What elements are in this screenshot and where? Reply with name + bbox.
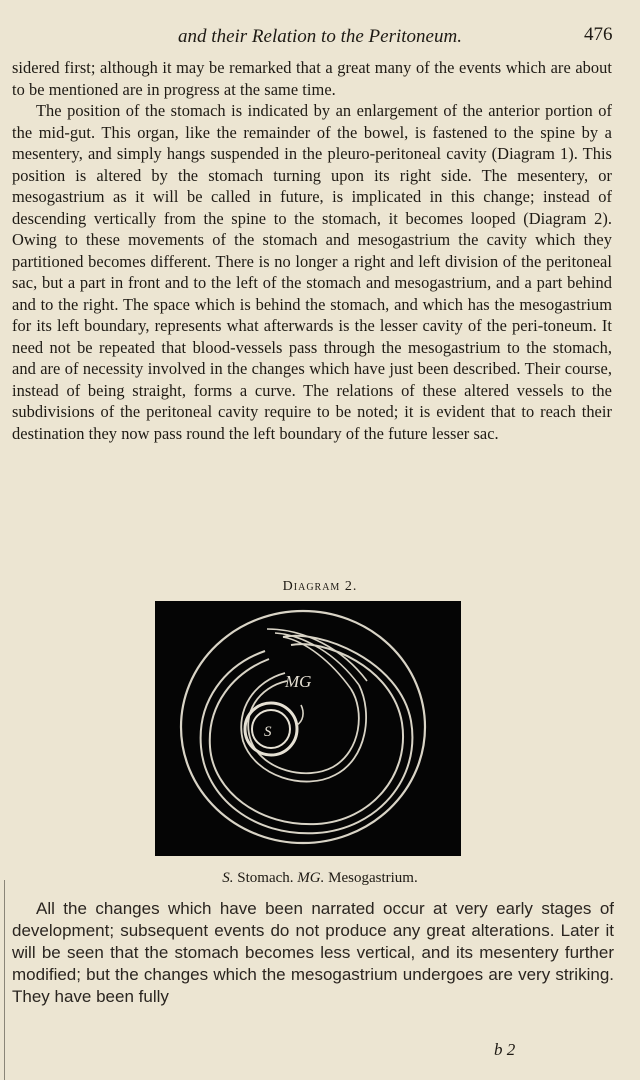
- page-edge-line: [4, 880, 5, 1080]
- caption-mg-symbol: MG.: [297, 870, 325, 886]
- s-label: S: [264, 724, 272, 740]
- continuation-text: [12, 898, 614, 1008]
- paragraph: sidered first; although it may be remarked that a great many of the events which are about to be mentioned are in progress at the same time.: [12, 58, 612, 99]
- diagram-figure: [155, 601, 461, 856]
- diagram-illustration: [155, 601, 461, 856]
- page-number: 476: [584, 24, 613, 45]
- caption-s-symbol: S.: [222, 870, 234, 886]
- figure-caption: [0, 870, 640, 887]
- paragraph: The position of the stomach is indicated by an enlargement of the anterior portion of the mid-gut. This organ, like the remainder of the bowel, is fastened to the spine by a mesentery, and simply hangs suspended in the pleuro-peritoneal cavity (Diagram 1). This position is altered by the stomach turning upon its right side. The mesentery, or mesogastrium as it will be called in future, is implicated in this change; instead of descending vertically from the spine to the stomach, it becomes looped (Diagram 2). Owing to these movements of the stomach and mesogastrium the cavity which they partitioned becomes different. There is no longer a right and left division of the peritoneal sac, but a part in front and to the left of the stomach and mesogastrium, and a part behind and to the right. The space which is behind the stomach, and which has the mesogastrium for its left boundary, represents what afterwards is the lesser cavity of the peri-toneum. It need not be repeated that blood-vessels pass through the mesogastrium to the stomach, and are of necessity involved in the changes which have just been described. Their course, instead of being straight, forms a curve. The relations of these altered vessels to the subdivisions of the peritoneal cavity require to be noted; it is evident that to reach their destination they now pass round the left boundary of the future lesser sac.: [12, 101, 612, 443]
- signature-mark: b 2: [494, 1040, 516, 1059]
- paragraph: All the changes which have been narrated occur at very early stages of development; subsequent events do not produce any great alterations. Later it will be seen that the stomach becomes less vertical, and its mesentery further modified; but the changes which the mesogastrium undergoes are very striking. They have been fully: [12, 899, 614, 1006]
- main-text: [12, 57, 612, 444]
- caption-mg-text: Mesogastrium.: [328, 870, 418, 886]
- diagram-title: Diagram 2.: [282, 579, 358, 594]
- caption-s-text: Stomach.: [237, 870, 294, 886]
- mg-label: MG: [285, 672, 312, 691]
- running-title: and their Relation to the Peritoneum.: [178, 26, 462, 47]
